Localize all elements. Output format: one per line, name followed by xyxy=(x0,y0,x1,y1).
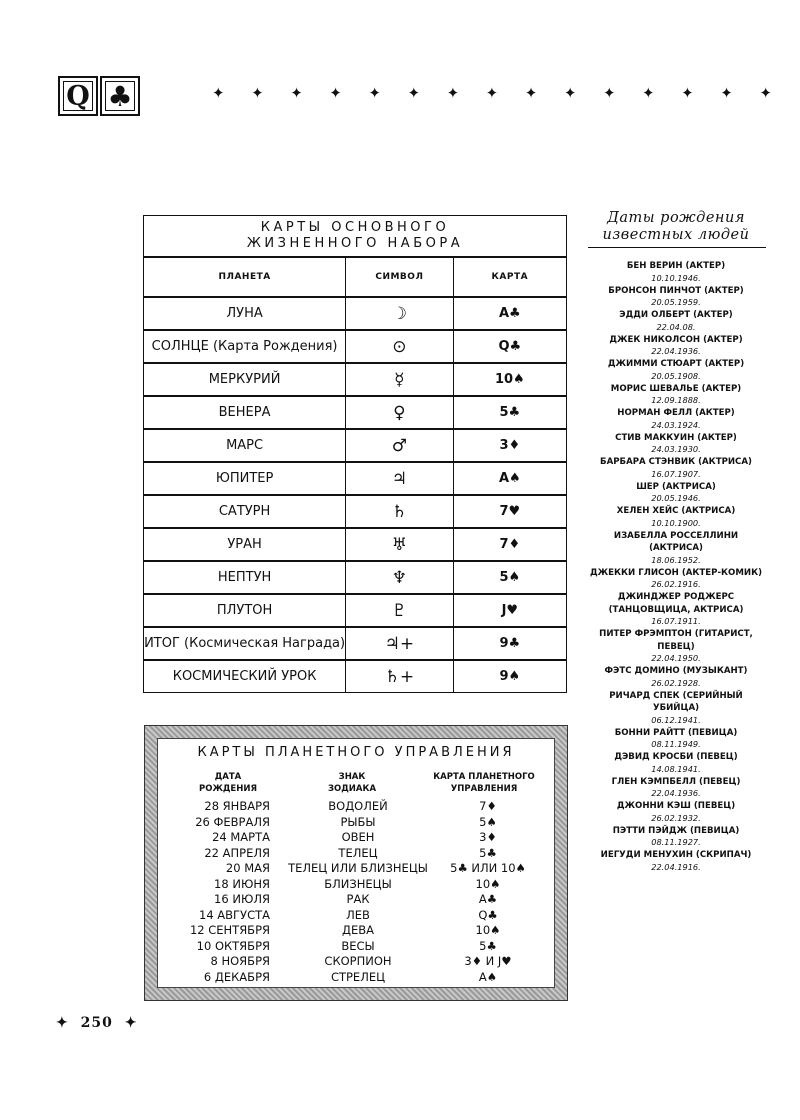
list-item xyxy=(586,751,766,775)
celebrity-name: ГЛЕН КЭМПБЕЛЛ (ПЕВЕЦ) xyxy=(611,776,741,787)
decorative-star-icon: ✦ xyxy=(251,84,264,102)
list-item xyxy=(586,456,766,480)
club-icon: ♣ xyxy=(107,79,133,113)
planet-symbol-icon: ♅ xyxy=(346,528,453,561)
ruling-row xyxy=(158,970,554,986)
list-item xyxy=(586,665,766,689)
table-row xyxy=(144,495,567,528)
celebrity-birthdate: 08.11.1949. xyxy=(651,739,701,749)
ruling-zodiac-sign: ОВЕН xyxy=(341,830,375,844)
planet-symbol-icon: ♂ xyxy=(346,429,453,462)
planet-symbol-icon: ♆ xyxy=(346,561,453,594)
ruling-col-date-line2: РОЖДЕНИЯ xyxy=(198,784,257,794)
list-item xyxy=(586,727,766,751)
decorative-star-icon: ✦ xyxy=(485,84,499,102)
celebrity-name: БРОНСОН ПИНЧОТ (АКТЕР) xyxy=(608,285,744,296)
card-value: 10♠ xyxy=(453,363,566,396)
planet-symbol-icon: ♇ xyxy=(346,594,453,627)
sidebar-title xyxy=(586,210,766,244)
celebrity-birthdate: 10.10.1946. xyxy=(651,272,701,283)
list-item xyxy=(586,849,766,873)
ruling-card: 10♠ xyxy=(475,876,501,891)
decorative-star-icon: ✦ xyxy=(563,84,577,102)
ruling-row xyxy=(158,799,554,815)
ruling-card: 3♦ И J♥ xyxy=(464,954,512,968)
celebrity-birthdate: 20.05.1908. xyxy=(651,370,701,381)
ruling-col-card-line1: КАРТА ПЛАНЕТНОГО xyxy=(433,772,535,782)
celebrity-name: ДЖОННИ КЭШ (ПЕВЕЦ) xyxy=(616,801,736,811)
celebrity-name: ДЖИММИ СТЮАРТ (АКТЕР) xyxy=(607,359,745,369)
ruling-row xyxy=(158,846,554,862)
celebrity-name: ПЭТТИ ПЭЙДЖ (ПЕВИЦА) xyxy=(612,825,740,836)
table-row xyxy=(144,660,567,693)
ruling-rows xyxy=(158,799,554,985)
planet-symbol-icon: ☽ xyxy=(346,297,453,330)
ruling-col-sign-line1: ЗНАК xyxy=(338,772,366,782)
celebrity-birthdate: 20.05.1959. xyxy=(651,297,701,307)
ruling-row xyxy=(158,815,554,831)
ruling-date: 6 ДЕКАБРЯ xyxy=(203,969,270,984)
decorative-star-icon: ✦ xyxy=(759,84,772,102)
ruling-zodiac-sign: ДЕВА xyxy=(341,923,374,937)
card-suit-box xyxy=(100,76,140,116)
celebrity-name: ШЕР (АКТРИСА) xyxy=(636,481,716,492)
celebrity-name: ДЖЕККИ ГЛИСОН (АКТЕР-КОМИК) xyxy=(589,567,763,578)
celebrity-name: ДЖИНДЖЕР РОДЖЕРС (ТАНЦОВЩИЦА, АКТРИСА) xyxy=(608,592,744,615)
ruling-card: 3♦ xyxy=(479,830,497,844)
planet-symbol-icon: ♀ xyxy=(346,396,453,429)
table-row xyxy=(144,363,567,396)
ruling-row xyxy=(158,861,554,877)
list-item xyxy=(586,481,766,505)
list-item xyxy=(586,628,766,664)
ruling-col-sign-line2: ЗОДИАКА xyxy=(327,784,377,794)
ruling-date: 10 ОКТЯБРЯ xyxy=(196,938,270,953)
ruling-row xyxy=(158,923,554,939)
decorative-star-icon: ✦ xyxy=(446,84,460,102)
planet-name: ПЛУТОН xyxy=(144,594,346,627)
card-value: A♣ xyxy=(453,297,566,330)
celebrity-birthdate: 26.02.1916. xyxy=(651,579,701,589)
card-value: 9♠ xyxy=(453,660,566,693)
decorative-star-icon: ✦ xyxy=(681,84,694,102)
list-item xyxy=(586,260,766,284)
list-item xyxy=(586,407,766,431)
ruling-col-card xyxy=(424,771,544,795)
decorative-star-icon: ✦ xyxy=(407,84,421,102)
planet-name: УРАН xyxy=(144,528,346,561)
card-value: 7♦ xyxy=(453,528,566,561)
page-number: 250 xyxy=(80,1015,113,1031)
ruling-row xyxy=(158,954,554,970)
ruling-card: 5♣ xyxy=(479,845,497,860)
celebrity-name: ДЖЕК НИКОЛСОН (АКТЕР) xyxy=(609,334,743,345)
list-item xyxy=(586,690,766,726)
list-item xyxy=(586,432,766,456)
ruling-date: 26 ФЕВРАЛЯ xyxy=(195,814,270,829)
table-row xyxy=(144,627,567,660)
table-row xyxy=(144,528,567,561)
list-item xyxy=(586,383,766,407)
list-item xyxy=(586,505,766,529)
planet-name: МАРС xyxy=(144,429,346,462)
ruling-zodiac-sign: СКОРПИОН xyxy=(324,954,392,968)
planet-symbol-icon: ⊙ xyxy=(346,330,453,363)
decorative-star-row xyxy=(212,84,772,102)
celebrity-birthdate: 22.04.1916. xyxy=(651,861,701,872)
ruling-date: 28 ЯНВАРЯ xyxy=(204,799,270,813)
ruling-col-sign xyxy=(302,771,402,795)
list-item xyxy=(586,334,766,358)
celebrity-list xyxy=(586,260,766,874)
list-item xyxy=(586,358,766,382)
table-row xyxy=(144,462,567,495)
planet-name: ИТОГ (Космическая Награда) xyxy=(144,627,346,660)
ruling-date: 22 АПРЕЛЯ xyxy=(204,845,270,860)
planet-name: САТУРН xyxy=(144,495,346,528)
decorative-star-icon: ✦ xyxy=(290,84,303,102)
sidebar-title-line2: известных людей xyxy=(602,227,750,243)
ruling-col-date-line1: ДАТА xyxy=(214,772,242,782)
celebrity-name: НОРМАН ФЕЛЛ (АКТЕР) xyxy=(617,408,735,418)
ruling-zodiac-sign: СТРЕЛЕЦ xyxy=(330,969,386,984)
list-item xyxy=(586,567,766,591)
ruling-row xyxy=(158,939,554,955)
card-value: 5♣ xyxy=(453,396,566,429)
table-row xyxy=(144,297,567,330)
planet-name: ЛУНА xyxy=(144,297,346,330)
ruling-col-card-line2: УПРАВЛЕНИЯ xyxy=(450,784,518,794)
planet-name: СОЛНЦЕ (Карта Рождения) xyxy=(144,330,346,363)
ruling-date: 8 НОЯБРЯ xyxy=(210,954,270,968)
celebrity-birthdate: 16.07.1907. xyxy=(651,468,701,479)
planet-symbol-icon: ♃+ xyxy=(346,627,453,660)
ruling-zodiac-sign: ТЕЛЕЦ ИЛИ БЛИЗНЕЦЫ xyxy=(288,861,428,875)
celebrity-name: СТИВ МАККУИН (АКТЕР) xyxy=(615,432,737,443)
ruling-card: Q♣ xyxy=(478,907,498,922)
ruling-date: 24 МАРТА xyxy=(212,830,270,844)
celebrity-name: ХЕЛЕН ХЕЙС (АКТРИСА) xyxy=(616,506,736,516)
celebrity-name: ИЗАБЕЛЛА РОССЕЛЛИНИ (АКТРИСА) xyxy=(613,530,739,553)
ruling-zodiac-sign: РАК xyxy=(346,892,370,906)
list-item xyxy=(586,591,766,627)
celebrity-birthdate: 08.11.1927. xyxy=(651,837,701,847)
main-life-spread-table xyxy=(143,215,567,693)
table-row xyxy=(144,330,567,363)
ruling-date: 12 СЕНТЯБРЯ xyxy=(189,923,270,937)
decorative-star-icon: ✦ xyxy=(329,84,342,102)
main-table-title xyxy=(144,216,567,258)
ruling-row xyxy=(158,830,554,846)
main-table-title-line1: КАРТЫ ОСНОВНОГО xyxy=(260,220,450,235)
celebrity-birthdate: 24.03.1930. xyxy=(651,444,701,454)
table-row xyxy=(144,396,567,429)
col-header-symbol: СИМВОЛ xyxy=(346,257,453,297)
planet-symbol-icon: ☿ xyxy=(346,363,453,396)
ruling-zodiac-sign: ТЕЛЕЦ xyxy=(338,845,378,860)
celebrity-birthdate: 18.06.1952. xyxy=(651,554,701,565)
planetary-ruling-panel xyxy=(144,725,568,1001)
planet-symbol-icon: ♄+ xyxy=(346,660,453,693)
ruling-date: 18 ИЮНЯ xyxy=(214,876,270,891)
planet-name: КОСМИЧЕСКИЙ УРОК xyxy=(144,660,346,693)
ruling-card: 5♣ ИЛИ 10♠ xyxy=(450,861,526,875)
card-value: 3♦ xyxy=(453,429,566,462)
celebrity-birthdate: 22.04.08. xyxy=(656,321,696,332)
planet-symbol-icon: ♃ xyxy=(346,462,453,495)
celebrity-birthdate: 06.12.1941. xyxy=(651,714,701,725)
celebrity-name: БЕН ВЕРИН (АКТЕР) xyxy=(626,261,726,271)
col-header-planet: ПЛАНЕТА xyxy=(144,257,346,297)
ruling-row xyxy=(158,877,554,893)
celebrity-birthdate: 22.04.1950. xyxy=(651,653,701,663)
sidebar-divider xyxy=(588,247,766,248)
card-value: 9♣ xyxy=(453,627,566,660)
planetary-ruling-inner xyxy=(157,738,555,988)
celebrity-name: ДЭВИД КРОСБИ (ПЕВЕЦ) xyxy=(614,752,738,762)
celebrity-birthdate: 12.09.1888. xyxy=(651,395,701,405)
table-row xyxy=(144,429,567,462)
sidebar-title-line1: Даты рождения xyxy=(607,210,745,226)
decorative-star-icon: ✦ xyxy=(368,84,381,102)
ruling-col-date xyxy=(198,771,258,795)
decorative-star-icon: ✦ xyxy=(602,84,616,102)
ruling-card: 5♠ xyxy=(479,814,497,829)
celebrity-name: БАРБАРА СТЭНВИК (АКТРИСА) xyxy=(600,457,752,467)
planet-symbol-icon: ♄ xyxy=(346,495,453,528)
ruling-zodiac-sign: РЫБЫ xyxy=(340,814,376,829)
celebrity-name: ИЕГУДИ МЕНУХИН (СКРИПАЧ) xyxy=(600,850,752,860)
ruling-zodiac-sign: ЛЕВ xyxy=(346,907,370,922)
celebrity-name: ЭДДИ ОЛБЕРТ (АКТЕР) xyxy=(619,310,733,320)
planet-name: ЮПИТЕР xyxy=(144,462,346,495)
celebrity-birthdate: 10.10.1900. xyxy=(651,517,701,528)
list-item xyxy=(586,530,766,566)
list-item xyxy=(586,285,766,309)
ruling-date: 16 ИЮЛЯ xyxy=(214,892,270,906)
celebrity-name: БОННИ РАЙТТ (ПЕВИЦА) xyxy=(614,727,738,738)
decorative-star-icon: ✦ xyxy=(642,84,655,102)
ruling-title: КАРТЫ ПЛАНЕТНОГО УПРАВЛЕНИЯ xyxy=(197,745,515,760)
list-item xyxy=(586,800,766,824)
footer-ornament-right: ✦ xyxy=(124,1015,138,1031)
planet-name: ВЕНЕРА xyxy=(144,396,346,429)
celebrity-birthdate: 16.07.1911. xyxy=(651,616,701,626)
main-table-title-line2: ЖИЗНЕННОГО НАБОРА xyxy=(246,236,464,251)
card-rank-label: Q xyxy=(66,80,90,112)
celebrity-name: МОРИС ШЕВАЛЬЕ (АКТЕР) xyxy=(610,383,742,394)
card-value: 7♥ xyxy=(453,495,566,528)
table-row xyxy=(144,594,567,627)
celebrity-birthdate: 26.02.1928. xyxy=(651,677,701,688)
celebrity-birthdate: 20.05.1946. xyxy=(651,493,701,503)
ruling-date: 14 АВГУСТА xyxy=(199,907,270,922)
celebrity-name: РИЧАРД СПЕК (СЕРИЙНЫЙ УБИЙЦА) xyxy=(609,690,743,713)
list-item xyxy=(586,776,766,800)
footer-ornament-left: ✦ xyxy=(56,1015,69,1031)
ruling-card: 10♠ xyxy=(475,923,501,937)
ruling-date: 20 МАЯ xyxy=(225,861,270,875)
celebrity-birthdate: 24.03.1924. xyxy=(651,419,701,430)
list-item xyxy=(586,825,766,849)
card-value: 5♠ xyxy=(453,561,566,594)
decorative-star-icon: ✦ xyxy=(524,84,538,102)
planet-name: МЕРКУРИЙ xyxy=(144,363,346,396)
card-value: A♠ xyxy=(453,462,566,495)
planet-name: НЕПТУН xyxy=(144,561,346,594)
ruling-card: 5♣ xyxy=(479,938,497,953)
ruling-zodiac-sign: ВОДОЛЕЙ xyxy=(328,799,388,813)
decorative-star-icon: ✦ xyxy=(212,84,225,102)
celebrity-birthdate: 22.04.1936. xyxy=(651,788,701,798)
col-header-card: КАРТА xyxy=(453,257,566,297)
ruling-row xyxy=(158,892,554,908)
celebrity-birthdate: 22.04.1936. xyxy=(651,346,701,356)
page-footer xyxy=(56,1015,137,1031)
ruling-zodiac-sign: ВЕСЫ xyxy=(341,938,375,953)
ruling-card: A♣ xyxy=(478,892,498,906)
card-rank-box xyxy=(58,76,98,116)
ruling-card: 7♦ xyxy=(479,799,497,813)
celebrity-name: ПИТЕР ФРЭМПТОН (ГИТАРИСТ, ПЕВЕЦ) xyxy=(599,629,753,652)
ruling-card: A♠ xyxy=(478,969,498,984)
decorative-star-icon: ✦ xyxy=(720,84,733,102)
celebrity-birthdate: 14.08.1941. xyxy=(651,763,701,774)
card-value: Q♣ xyxy=(453,330,566,363)
ruling-zodiac-sign: БЛИЗНЕЦЫ xyxy=(324,876,392,891)
celebrity-name: ФЭТС ДОМИНО (МУЗЫКАНТ) xyxy=(604,666,748,676)
ruling-row xyxy=(158,908,554,924)
celebrity-birthdate: 26.02.1932. xyxy=(651,812,701,823)
card-value: J♥ xyxy=(453,594,566,627)
list-item xyxy=(586,309,766,333)
table-row xyxy=(144,561,567,594)
